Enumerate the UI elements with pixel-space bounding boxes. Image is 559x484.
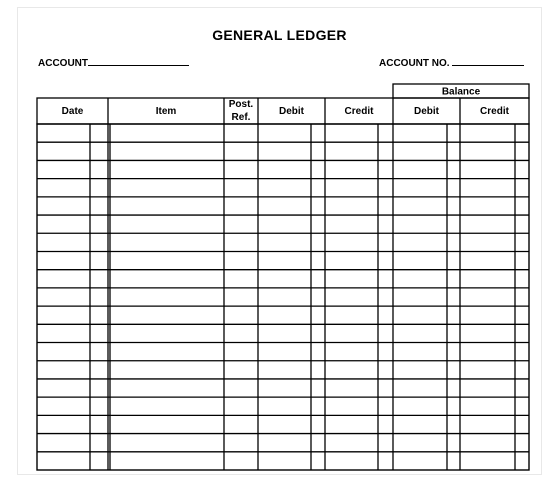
table-row[interactable] — [37, 434, 529, 452]
account-no-label: ACCOUNT NO. — [379, 58, 450, 69]
col-header-balance-debit: Debit — [414, 106, 439, 117]
col-header-post-ref-line2: Ref. — [231, 112, 251, 123]
table-row[interactable] — [37, 324, 529, 342]
table-row[interactable] — [37, 270, 529, 288]
table-row[interactable] — [37, 288, 529, 306]
table-row[interactable] — [37, 306, 529, 324]
table-row[interactable] — [37, 215, 529, 233]
table-row[interactable] — [37, 397, 529, 415]
table-row[interactable] — [37, 379, 529, 397]
balance-label: Balance — [441, 86, 481, 98]
account-label: ACCOUNT — [38, 58, 88, 69]
ledger-body — [37, 124, 529, 470]
col-header-post-ref-line1: Post. — [228, 99, 254, 110]
table-row[interactable] — [37, 197, 529, 215]
col-header-debit: Debit — [279, 106, 304, 117]
table-row[interactable] — [37, 415, 529, 433]
page-title: GENERAL LEDGER — [212, 27, 347, 43]
table-row[interactable] — [37, 343, 529, 361]
col-header-item: Item — [155, 106, 177, 117]
col-header-date: Date — [61, 106, 84, 117]
col-header-balance-credit: Credit — [480, 106, 509, 117]
table-row[interactable] — [37, 142, 529, 160]
table-row[interactable] — [37, 179, 529, 197]
table-row[interactable] — [37, 251, 529, 269]
table-row[interactable] — [37, 160, 529, 178]
table-row[interactable] — [37, 452, 529, 470]
table-row[interactable] — [37, 361, 529, 379]
table-row[interactable] — [37, 233, 529, 251]
table-row[interactable] — [37, 124, 529, 142]
col-header-credit: Credit — [344, 106, 374, 117]
